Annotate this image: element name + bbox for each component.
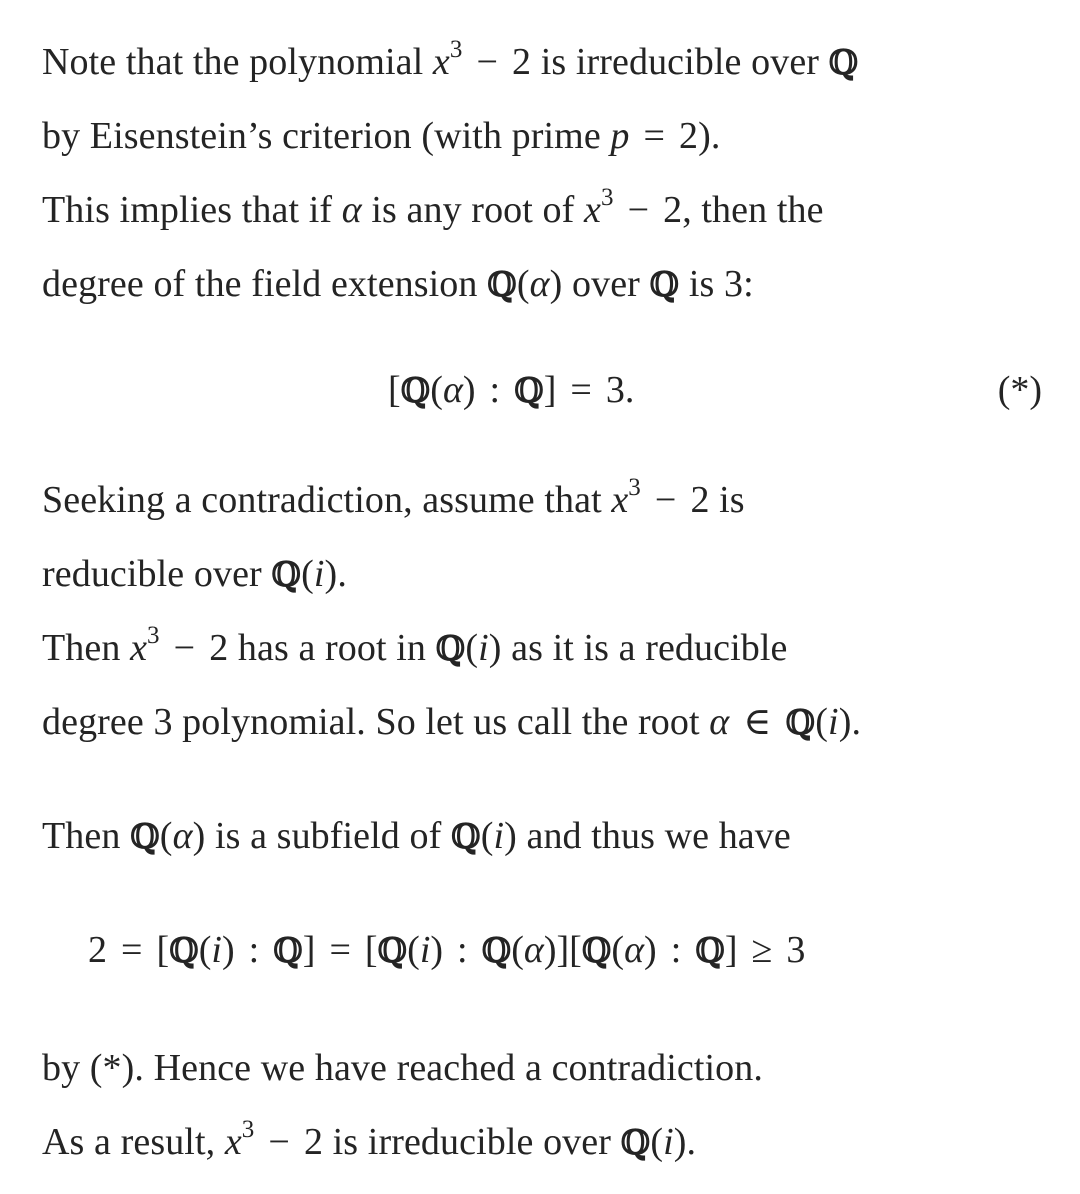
math-alpha-in-q-i: α ∈ ℚ(i): [709, 701, 852, 743]
p2-line3: Then $x^3 - 2$ has a root in ℚ(i) as it is a reducible: [42, 622, 788, 669]
equation-degree: [ℚ(α) : ℚ] = 3.: [388, 369, 635, 411]
equation-tag: (*): [997, 369, 1042, 411]
math-alpha: α: [341, 189, 362, 231]
math-polynomial: $x^3 - 2$: [583, 184, 683, 231]
p2-line1: Seeking a contradiction, assume that $x^3 - 2$ is: [42, 474, 745, 521]
math-three: 3: [153, 701, 173, 743]
math-q-i: ℚ(i): [271, 553, 338, 595]
math-q-alpha: ℚ(α): [487, 263, 563, 305]
p1-line1: Note that the polynomial $x^3 - 2$ is irreducible over ℚ: [42, 36, 859, 83]
math-q-alpha: ℚ(α): [130, 815, 206, 857]
p1-line3: This implies that if α is any root of $x^3 - 2$, then the: [42, 184, 824, 231]
p3-line1: Then ℚ(α) is a subfield of ℚ(i) and thus we have: [42, 815, 791, 857]
math-prime: p = 2: [610, 115, 699, 157]
math-rationals: ℚ: [649, 265, 680, 305]
p1-line2: by Eisenstein’s criterion (with prime p = 2).: [42, 115, 721, 157]
p4-line1: by (*). Hence we have reached a contradiction.: [42, 1047, 763, 1089]
equation-tower-law: 2 = [ℚ(i) : ℚ] = [ℚ(i) : ℚ(α)][ℚ(α) : ℚ] ≥ 3: [88, 929, 806, 971]
math-three: 3: [724, 263, 744, 305]
p2-line2: reducible over ℚ(i).: [42, 553, 347, 595]
math-polynomial: $x^3 - 2$: [611, 474, 710, 521]
math-q-i: ℚ(i): [435, 627, 502, 669]
math-polynomial: $x^3 - 2$: [224, 1116, 324, 1163]
math-polynomial: $x^3 - 2$: [432, 36, 532, 83]
p2-line4: degree 3 polynomial. So let us call the root α ∈ ℚ(i).: [42, 701, 862, 743]
math-q-i: ℚ(i): [620, 1121, 687, 1163]
math-polynomial: $x^3 - 2$: [130, 622, 229, 669]
math-q-i: ℚ(i): [450, 815, 517, 857]
p1-line4: degree of the field extension ℚ(α) over ℚ is 3:: [42, 263, 754, 305]
math-rationals: ℚ: [828, 43, 859, 83]
p4-line2: As a result, $x^3 - 2$ is irreducible over ℚ(i).: [42, 1116, 697, 1163]
